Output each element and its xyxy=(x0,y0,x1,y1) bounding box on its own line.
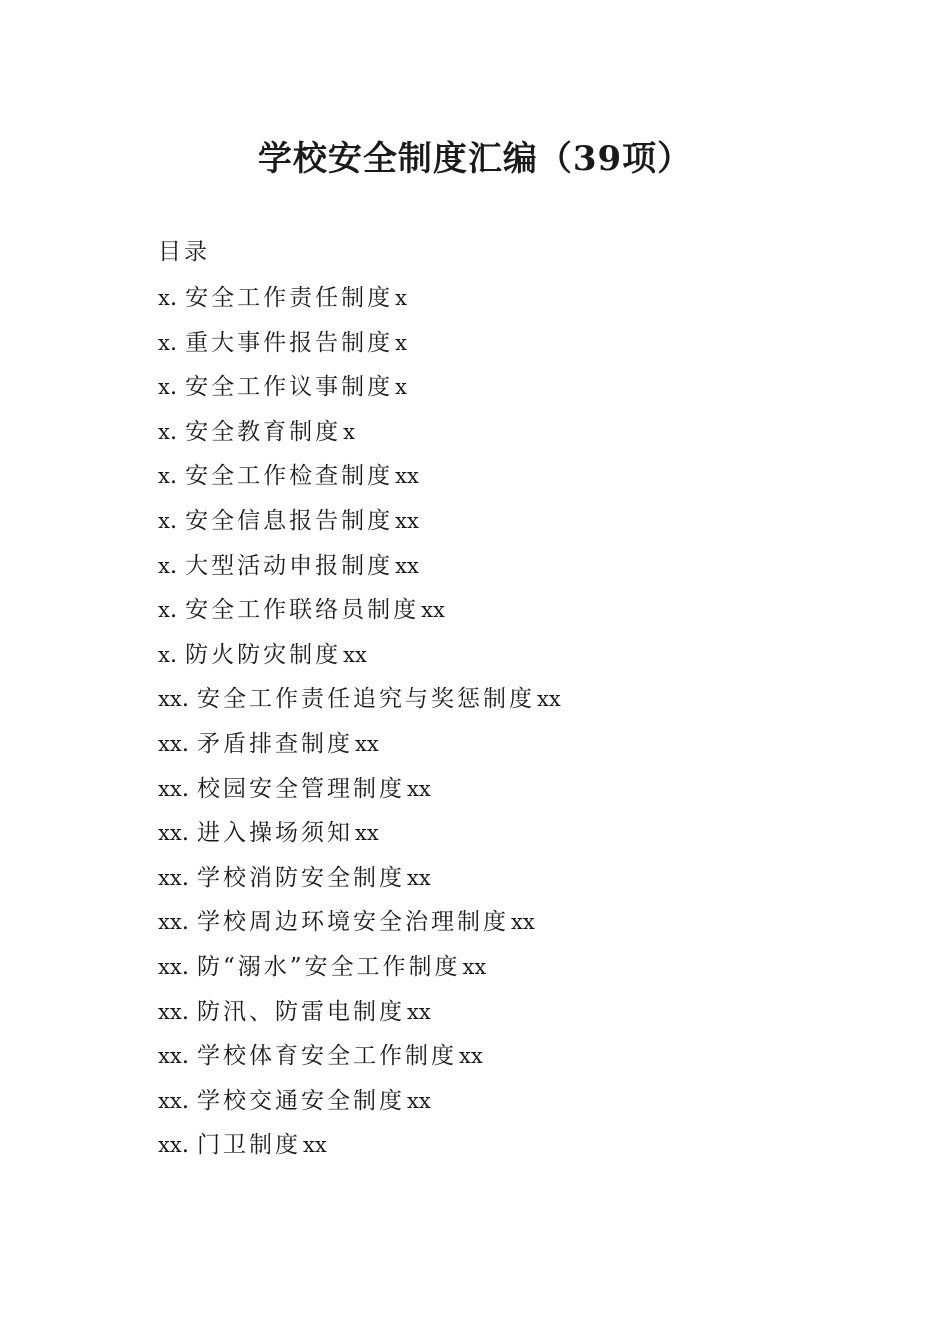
toc-item-title: 大型活动申报制度 xyxy=(185,552,394,579)
toc-item-title: 安全工作责任追究与奖惩制度 xyxy=(197,686,535,713)
toc-item-separator: . xyxy=(181,998,189,1025)
toc-item-number: xx xyxy=(158,776,182,801)
toc-item-separator: . xyxy=(181,1087,189,1114)
toc-heading: 目录 xyxy=(158,239,210,265)
toc-item-number: xx xyxy=(158,821,182,846)
toc-item-page: xx xyxy=(421,598,445,623)
toc-item[interactable] xyxy=(158,1127,561,1172)
toc-item-separator: . xyxy=(169,374,178,401)
toc-item-separator: . xyxy=(181,775,189,802)
toc-item-page: xx xyxy=(459,1044,483,1069)
toc-item-separator: . xyxy=(181,1132,189,1159)
toc-item-separator: . xyxy=(181,820,189,847)
toc-item-page: x xyxy=(395,330,407,355)
toc-item[interactable] xyxy=(158,994,561,1039)
toc-item-page: xx xyxy=(537,687,561,712)
toc-item-number: xx xyxy=(158,1088,182,1113)
toc-item-title: 安全工作检查制度 xyxy=(185,463,394,490)
toc-item-separator: . xyxy=(169,463,178,490)
toc-item-number: x xyxy=(158,508,170,533)
toc-item-separator: . xyxy=(169,552,178,579)
toc-list xyxy=(158,280,561,1172)
toc-item[interactable] xyxy=(158,458,561,503)
toc-item-number: x xyxy=(158,598,170,623)
toc-item-title: 学校消防安全制度 xyxy=(197,864,405,891)
toc-item-separator: . xyxy=(181,686,189,713)
toc-item-page: xx xyxy=(355,731,379,756)
toc-item-page: xx xyxy=(407,1088,431,1113)
toc-item[interactable] xyxy=(158,1083,561,1128)
toc-item-separator: . xyxy=(169,641,178,668)
document-title: 学校安全制度汇编（39项） xyxy=(257,139,693,179)
toc-item-title: 安全工作责任制度 xyxy=(185,285,394,311)
toc-item[interactable] xyxy=(158,726,561,771)
toc-item-page: xx xyxy=(462,954,487,979)
toc-item-separator: . xyxy=(181,953,189,980)
toc-item[interactable] xyxy=(158,369,561,414)
toc-item[interactable] xyxy=(158,592,561,637)
toc-item-title: 校园安全管理制度 xyxy=(197,775,405,802)
toc-item-page: xx xyxy=(395,553,419,578)
toc-item-page: xx xyxy=(303,1133,327,1158)
toc-item-number: xx xyxy=(158,1044,182,1069)
toc-item[interactable] xyxy=(158,280,561,325)
toc-item-title: 防汛、防雷电制度 xyxy=(197,998,405,1025)
toc-item[interactable] xyxy=(158,904,561,949)
toc-item-page: xx xyxy=(511,910,535,935)
toc-item-number: xx xyxy=(158,954,182,979)
toc-item[interactable] xyxy=(158,681,561,726)
toc-item-page: x xyxy=(395,286,407,310)
toc-item[interactable] xyxy=(158,548,561,593)
toc-item[interactable] xyxy=(158,325,561,370)
toc-item-separator: . xyxy=(169,507,178,534)
toc-item-number: x xyxy=(158,330,170,355)
toc-item-separator: . xyxy=(181,864,189,891)
toc-item-number: x xyxy=(158,419,170,444)
toc-item-number: x xyxy=(158,464,170,489)
toc-item-number: xx xyxy=(158,731,182,756)
toc-item-number: x xyxy=(158,642,170,667)
toc-item-number: x xyxy=(158,286,170,310)
toc-item-separator: . xyxy=(169,597,178,624)
toc-item[interactable] xyxy=(158,503,561,548)
toc-item-title: 防“溺水”安全工作制度 xyxy=(197,953,461,980)
toc-item-title: 进入操场须知 xyxy=(197,820,353,847)
toc-item-number: x xyxy=(158,375,170,400)
toc-item-separator: . xyxy=(169,329,178,356)
toc-item-title: 学校周边环境安全治理制度 xyxy=(197,909,509,936)
toc-item-page: x xyxy=(395,375,407,400)
toc-item-number: xx xyxy=(158,910,182,935)
toc-item[interactable] xyxy=(158,949,561,994)
toc-item-separator: . xyxy=(169,285,178,311)
toc-item-page: xx xyxy=(355,821,379,846)
toc-item-number: xx xyxy=(158,687,182,712)
toc-item-title: 安全工作联络员制度 xyxy=(185,597,420,624)
toc-item-separator: . xyxy=(169,418,178,445)
toc-item[interactable] xyxy=(158,771,561,816)
toc-item-title: 安全工作议事制度 xyxy=(185,374,394,401)
toc-item-title: 门卫制度 xyxy=(197,1132,301,1159)
toc-item[interactable] xyxy=(158,815,561,860)
toc-item-title: 防火防灾制度 xyxy=(185,641,342,668)
toc-item-page: xx xyxy=(343,642,367,667)
toc-item-title: 矛盾排查制度 xyxy=(197,730,353,757)
toc-item-separator: . xyxy=(181,730,189,757)
toc-item-number: xx xyxy=(158,865,182,890)
toc-item-number: xx xyxy=(158,999,182,1024)
toc-item[interactable] xyxy=(158,860,561,905)
toc-item-title: 重大事件报告制度 xyxy=(185,329,394,356)
toc-item-separator: . xyxy=(181,1043,189,1070)
toc-item-page: x xyxy=(343,419,355,444)
toc-item[interactable] xyxy=(158,637,561,682)
toc-item-separator: . xyxy=(181,909,189,936)
toc-item[interactable] xyxy=(158,1038,561,1083)
toc-item-number: x xyxy=(158,553,170,578)
toc-item[interactable] xyxy=(158,414,561,459)
toc-item-title: 安全教育制度 xyxy=(185,418,342,445)
toc-item-page: xx xyxy=(395,508,419,533)
toc-item-page: xx xyxy=(395,464,419,489)
toc-item-title: 学校交通安全制度 xyxy=(197,1087,405,1114)
toc-item-title: 学校体育安全工作制度 xyxy=(197,1043,457,1070)
toc-item-page: xx xyxy=(407,776,431,801)
toc-item-page: xx xyxy=(407,999,431,1024)
toc-item-title: 安全信息报告制度 xyxy=(185,507,394,534)
toc-item-number: xx xyxy=(158,1133,182,1158)
toc-item-page: xx xyxy=(407,865,431,890)
